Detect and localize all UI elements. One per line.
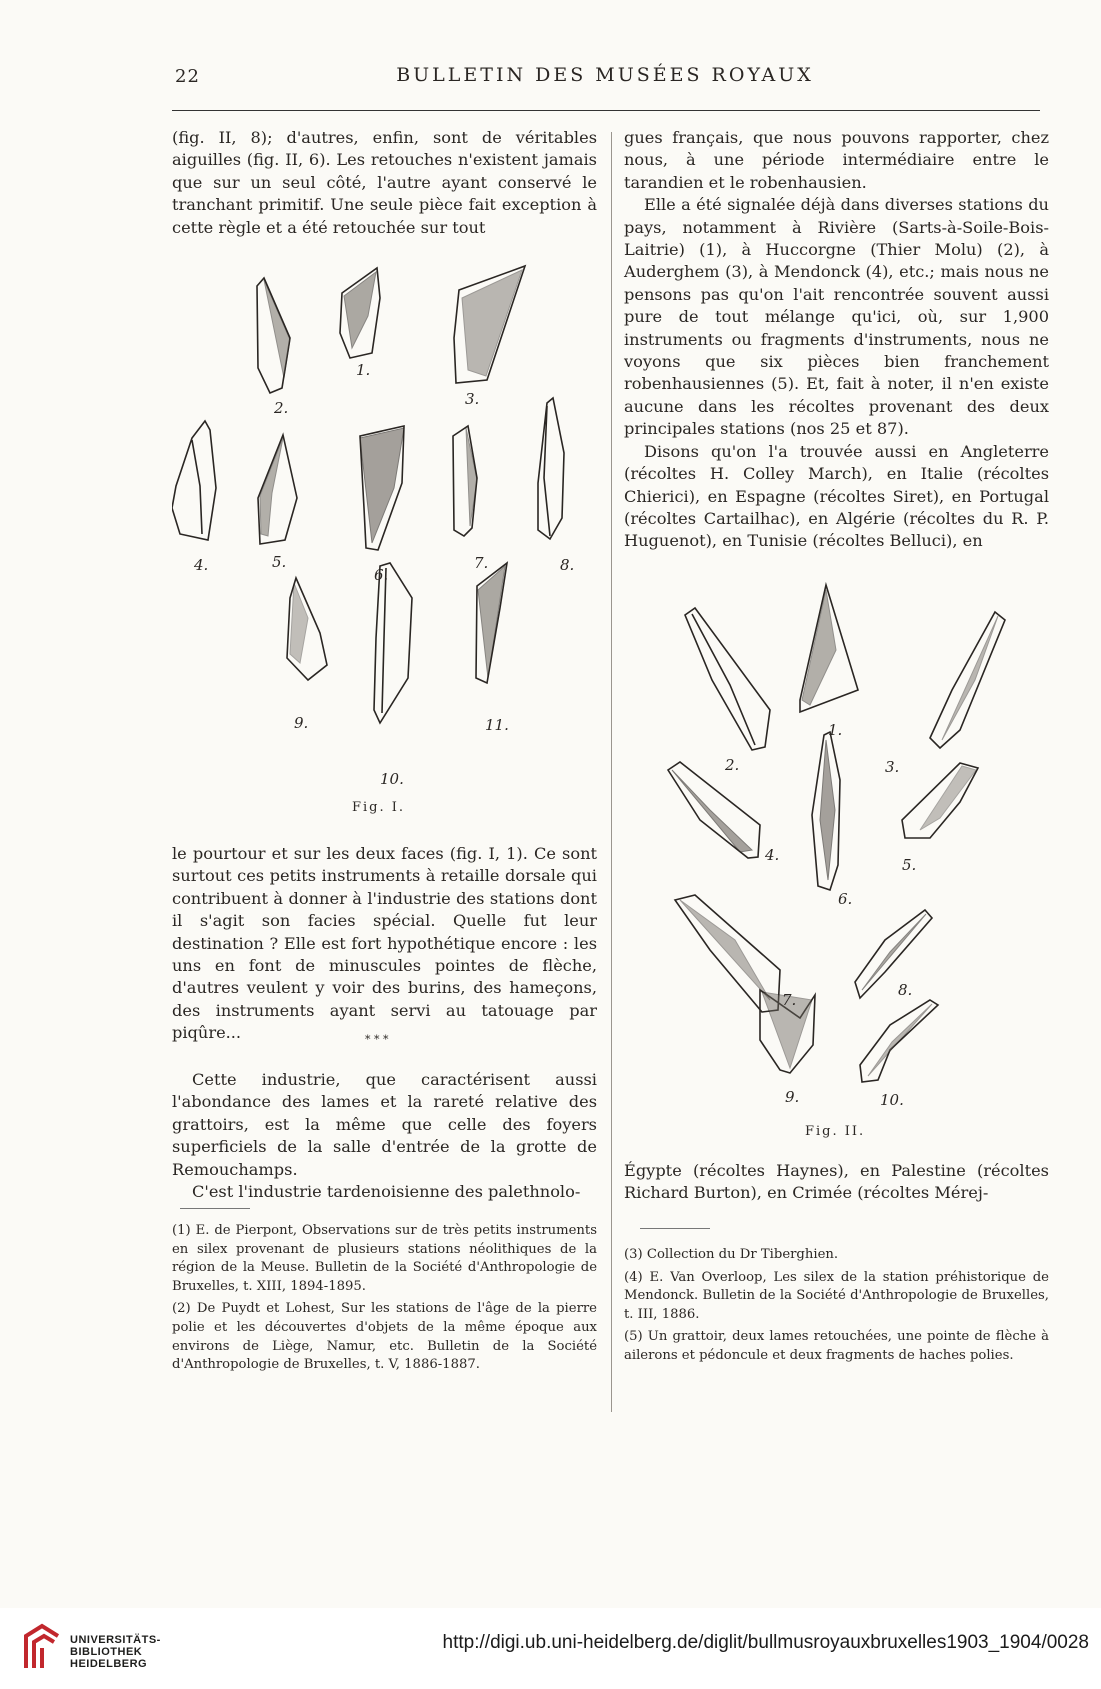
left-footnote-rule bbox=[180, 1208, 250, 1209]
fig1-artifact-10 bbox=[374, 563, 412, 723]
right-paragraph-1: gues français, que nous pouvons rapporter, chez nous, à une période intermédiaire entre le tarandien et le robenhausien. bbox=[624, 128, 1049, 192]
fig2-label-7: 7. bbox=[782, 991, 797, 1009]
left-paragraph-2: le pourtour et sur les deux faces (fig. I, 1). Ce sont surtout ces petits instruments à retaille dorsale qui contribuent à donner à l'industrie des stations dont il s'agit son facies spécial. Quelle fut leur destination ? Elle est fort hypothétique encore : les uns en font de minuscules pointes de flèche, d'autres veulent y voir des burins, des hameçons, des instruments ayant servi au tatouage par piqûre... bbox=[172, 844, 597, 1043]
right-paragraph-4: Égypte (récoltes Haynes), en Palestine (récoltes Richard Burton), en Crimée (récoltes Mérej- bbox=[624, 1161, 1049, 1203]
fig1-artifact-8 bbox=[538, 398, 564, 539]
footnote-4: (4) E. Van Overloop, Les silex de la station préhistorique de Mendonck. Bulletin de la Société d'Anthropologie de Bruxelles, t. III, 1886. bbox=[624, 1269, 1049, 1322]
fig2-artifact-3 bbox=[930, 612, 1005, 748]
right-column-bottom bbox=[624, 1160, 1049, 1205]
header-rule bbox=[172, 110, 1040, 111]
fig1-artifact-4 bbox=[172, 421, 216, 540]
fig1-label-2: 2. bbox=[274, 399, 289, 417]
page-number: 22 bbox=[175, 66, 200, 87]
figure-2-caption: Fig. II. bbox=[805, 1124, 866, 1139]
fig2-label-9: 9. bbox=[785, 1088, 800, 1106]
fig1-label-3: 3. bbox=[465, 390, 480, 408]
fig2-artifact-4 bbox=[668, 762, 760, 858]
viewer-footer bbox=[0, 1608, 1101, 1689]
right-footnotes bbox=[624, 1246, 1049, 1370]
fig2-label-1: 1. bbox=[828, 721, 843, 739]
footnote-2: (2) De Puydt et Lohest, Sur les stations de l'âge de la pierre polie et les découvertes d'objets de la même époque aux environs de Liège, Namur, etc. Bulletin de la Société d'Anthropologie de Bruxelles, t. V, 1886-1887. bbox=[172, 1301, 597, 1373]
permalink-url[interactable]: http://digi.ub.uni-heidelberg.de/diglit/bullmusroyauxbruxelles1903_1904/0028 bbox=[442, 1632, 1089, 1653]
fig2-label-6: 6. bbox=[838, 890, 853, 908]
fig2-label-3: 3. bbox=[885, 758, 900, 776]
left-paragraph-3: Cette industrie, que caractérisent aussi l'abondance des lames et la rareté relative des grattoirs, est la même que celle des foyers superficiels de la salle d'entrée de la grotte de Remouchamps. bbox=[172, 1070, 597, 1179]
footnote-3: (3) Collection du Dr Tiberghien. bbox=[624, 1247, 839, 1262]
fig1-label-10: 10. bbox=[380, 770, 404, 788]
footnote-1: (1) E. de Pierpont, Observations sur de très petits instruments en silex provenant de plusieurs stations néolithiques de la région de la Meuse. Bulletin de la Société d'Anthropologie de Bruxelles, t. XIII, 1894-1895. bbox=[172, 1223, 597, 1294]
left-paragraph-1: (fig. II, 8); d'autres, enfin, sont de véritables aiguilles (fig. II, 6). Les retouches n'existent jamais que sur un seul côté, l'autre ayant conservé le tranchant primitif. Une seule pièce fait exception à cette règle et a été retouchée sur tout bbox=[172, 128, 597, 237]
column-divider bbox=[611, 132, 612, 1412]
fig1-label-1: 1. bbox=[356, 361, 371, 379]
fig1-label-11: 11. bbox=[485, 716, 509, 734]
figure-1-caption: Fig. I. bbox=[352, 800, 406, 815]
right-footnote-rule bbox=[640, 1228, 710, 1229]
page-header bbox=[170, 64, 1040, 94]
fig2-label-10: 10. bbox=[880, 1091, 904, 1109]
fig1-label-7: 7. bbox=[474, 554, 489, 572]
right-paragraph-2: Elle a été signalée déjà dans diverses stations du pays, notamment à Rivière (Sarts-à-Soile-Bois-Laitrie) (1), à Huccorgne (Thier Molu) (2), à Auderghem (3), à Mendonck (4), etc.; mais nous ne pensons pas qu'on l'ait rencontrée souvent aussi pure de tout mélange qu'ici, où, sur 1,900 instruments ou fragments d'instruments, nous ne voyons que six pièces bien franchement robenhausiennes (5). Et, fait à noter, il n'en existe aucune dans les récoltes provenant des deux principales stations (nos 25 et 87). bbox=[624, 195, 1049, 439]
right-paragraph-3: Disons qu'on l'a trouvée aussi en Angleterre (récoltes H. Colley March), en Italie (récoltes Chierici), en Espagne (récoltes Siret), en Portugal (récoltes Cartailhac), en Algérie (récoltes du R. P. Huguenot), en Tunisie (récoltes Belluci), en bbox=[624, 441, 1049, 551]
fig1-label-4: 4. bbox=[194, 556, 209, 574]
left-footnotes bbox=[172, 1222, 597, 1379]
fig1-label-9: 9. bbox=[294, 714, 309, 732]
left-paragraph-4: C'est l'industrie tardenoisienne des palethnolo- bbox=[192, 1182, 581, 1202]
fig2-label-4: 4. bbox=[765, 846, 780, 864]
left-column-bottom bbox=[172, 843, 597, 1045]
left-column-top bbox=[172, 127, 597, 239]
fig2-label-2: 2. bbox=[725, 756, 740, 774]
figure-2-drawing bbox=[640, 580, 1040, 1120]
fig2-label-5: 5. bbox=[902, 856, 917, 874]
section-stars: * * * bbox=[365, 1033, 389, 1046]
running-title: BULLETIN DES MUSÉES ROYAUX bbox=[396, 64, 814, 86]
institution-name: UNIVERSITÄTS- BIBLIOTHEK HEIDELBERG bbox=[70, 1634, 161, 1670]
left-column-end bbox=[172, 1069, 597, 1203]
footnote-5: (5) Un grattoir, deux lames retouchées, une pointe de flèche à ailerons et pédoncule et deux fragments de haches polies. bbox=[624, 1329, 1049, 1363]
fig2-label-8: 8. bbox=[898, 981, 913, 999]
fig1-label-5: 5. bbox=[272, 553, 287, 571]
university-library-logo-icon bbox=[20, 1622, 64, 1672]
fig1-label-8: 8. bbox=[560, 556, 575, 574]
figure-1-drawing bbox=[172, 258, 597, 798]
right-column-top bbox=[624, 127, 1049, 553]
fig1-label-6: 6. bbox=[374, 566, 389, 584]
